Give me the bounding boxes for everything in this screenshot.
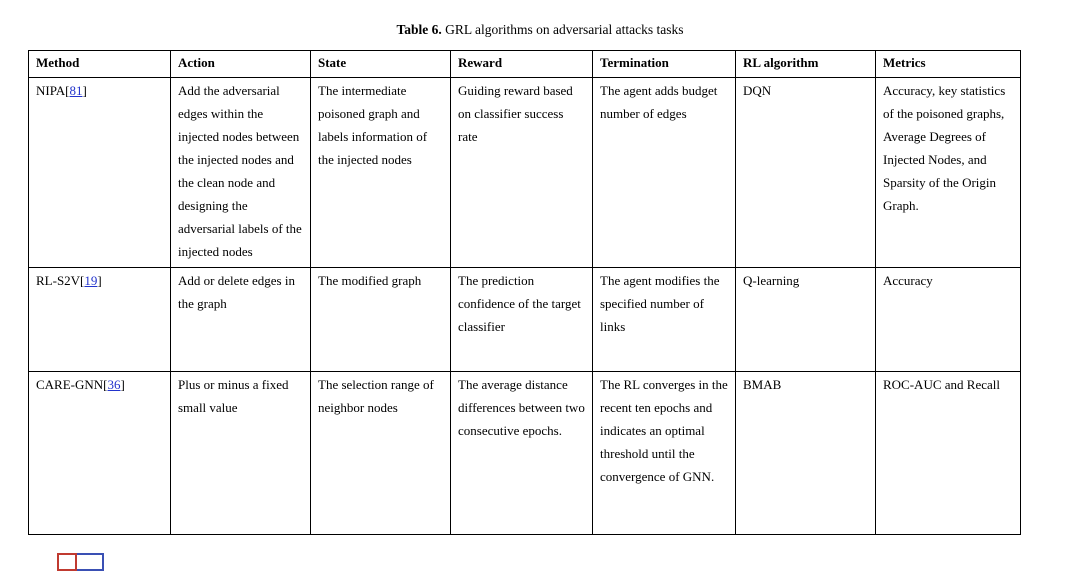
cell-metrics: ROC-AUC and Recall xyxy=(876,372,1021,535)
cell-state: The intermediate poisoned graph and labels information of the injected nodes xyxy=(311,78,451,268)
table-row xyxy=(29,78,1021,268)
cell-method xyxy=(29,268,171,372)
cell-method xyxy=(29,372,171,535)
column-header-termination: Termination xyxy=(593,51,736,78)
column-header-action: Action xyxy=(171,51,311,78)
cell-state: The selection range of neighbor nodes xyxy=(311,372,451,535)
cell-termination: The agent adds budget number of edges xyxy=(593,78,736,268)
cell-action: Add or delete edges in the graph xyxy=(171,268,311,372)
cell-rl-algorithm: DQN xyxy=(736,78,876,268)
column-header-state: State xyxy=(311,51,451,78)
method-name: CARE-GNN[ xyxy=(36,377,108,392)
method-name: RL-S2V[ xyxy=(36,273,85,288)
cell-state: The modified graph xyxy=(311,268,451,372)
table-row xyxy=(29,372,1021,535)
cell-rl-algorithm: Q-learning xyxy=(736,268,876,372)
method-bracket: ] xyxy=(82,83,87,98)
table-caption xyxy=(0,0,1080,38)
citation-link[interactable]: 19 xyxy=(84,273,98,288)
cell-reward: The average distance differences between two consecutive epochs. xyxy=(451,372,593,535)
table-caption-text: GRL algorithms on adversarial attacks tasks xyxy=(441,22,684,37)
cell-termination: The RL converges in the recent ten epochs and indicates an optimal threshold until the convergence of GNN. xyxy=(593,372,736,535)
column-header-metrics: Metrics xyxy=(876,51,1021,78)
cell-action: Add the adversarial edges within the injected nodes between the injected nodes and the clean node and designing the adversarial labels of the injected nodes xyxy=(171,78,311,268)
table-row xyxy=(29,268,1021,372)
cell-metrics: Accuracy xyxy=(876,268,1021,372)
grl-algorithms-table xyxy=(28,50,1021,535)
cell-action: Plus or minus a fixed small value xyxy=(171,372,311,535)
citation-link[interactable]: 81 xyxy=(69,83,83,98)
cell-rl-algorithm: BMAB xyxy=(736,372,876,535)
cell-metrics: Accuracy, key statistics of the poisoned graphs, Average Degrees of Injected Nodes, and Sparsity of the Origin Graph. xyxy=(876,78,1021,268)
column-header-reward: Reward xyxy=(451,51,593,78)
artifact-red-box xyxy=(57,553,77,571)
cell-termination: The agent modifies the specified number of links xyxy=(593,268,736,372)
cell-method xyxy=(29,78,171,268)
column-header-method: Method xyxy=(29,51,171,78)
table-header-row xyxy=(29,51,1021,78)
table-caption-label: Table 6. xyxy=(396,22,442,37)
method-bracket: ] xyxy=(97,273,102,288)
method-name: NIPA[ xyxy=(36,83,70,98)
cell-reward: Guiding reward based on classifier success rate xyxy=(451,78,593,268)
artifact-blue-box xyxy=(77,553,104,571)
method-bracket: ] xyxy=(120,377,125,392)
citation-link[interactable]: 36 xyxy=(107,377,121,392)
page-bottom-clipped-artifact xyxy=(57,553,104,571)
column-header-rl-algorithm: RL algorithm xyxy=(736,51,876,78)
cell-reward: The prediction confidence of the target classifier xyxy=(451,268,593,372)
